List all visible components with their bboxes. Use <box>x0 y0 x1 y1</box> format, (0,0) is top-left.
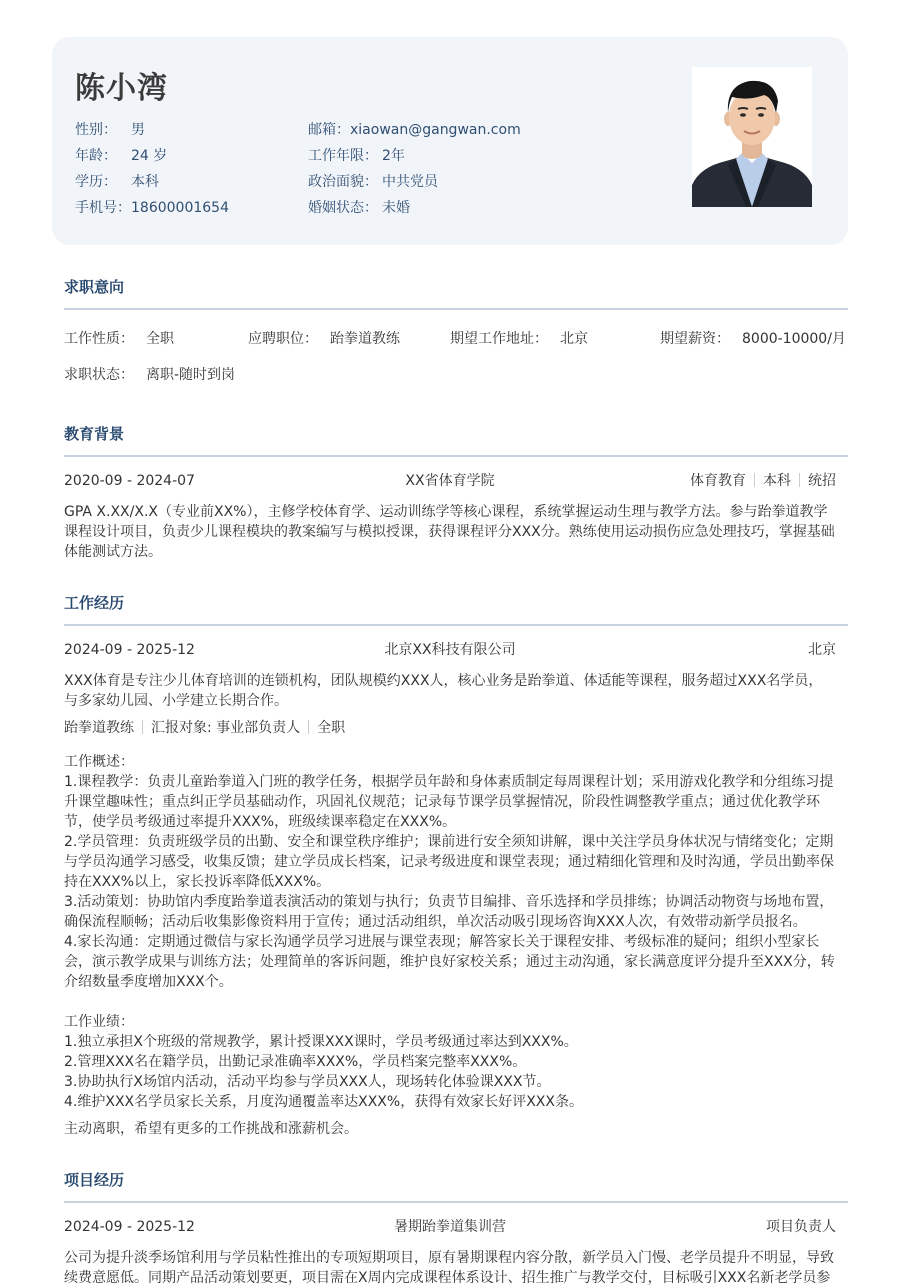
achievement-item: 1.独立承担X个班级的常规教学，累计授课XXX课时，学员考级通过率达到XXX%。 <box>64 1034 578 1050</box>
phone-label: 手机号： <box>75 200 131 216</box>
expected-location <box>450 329 588 349</box>
candidate-name: 陈小湾 <box>75 71 168 106</box>
job-status-label: 求职状态： <box>64 367 134 383</box>
basic-info-right <box>308 121 521 225</box>
work-header-row <box>64 640 836 660</box>
expected-location-label: 期望工作地址： <box>450 331 548 347</box>
profile-photo <box>692 67 812 207</box>
company-name: 北京XX科技有限公司 <box>384 642 516 658</box>
portrait-icon <box>692 67 812 207</box>
education-title: 教育背景 <box>64 423 848 457</box>
marital-status-label: 婚姻状态： <box>308 200 378 216</box>
email-row <box>308 121 521 147</box>
overview-item: 4.家长沟通：定期通过微信与家长沟通学员学习进展与课堂表现；解答家长关于课程安排、考级标准的疑问；组织小型家长会，演示教学成果与训练方法；处理简单的客诉问题，维护良好家校关系；通过主动沟通，家长满意度评分提升至XXX分，转介绍数量季度增加XXX个。 <box>64 934 835 990</box>
education-level-label: 学历： <box>75 174 117 190</box>
job-intent-title: 求职意向 <box>64 276 848 310</box>
email-value: xiaowan@gangwan.com <box>350 122 521 138</box>
project-title: 项目经历 <box>64 1169 848 1203</box>
applied-position <box>248 329 400 349</box>
overview-item: 2.学员管理：负责班级学员的出勤、安全和课堂秩序维护；课前进行安全须知讲解，课中关注学员身体状况与情绪变化；定期与学员沟通学习感受，收集反馈；建立学员成长档案，记录考级进度和课堂表现；通过精细化管理和及时沟通，学员出勤率保持在XXX%以上，家长投诉率降低XXX%。 <box>64 834 834 890</box>
education-tags <box>690 471 836 491</box>
project-name: 暑期跆拳道集训营 <box>394 1219 506 1235</box>
education-period: 2020-09 - 2024-07 <box>64 473 195 489</box>
work-years-label: 工作年限： <box>308 148 378 164</box>
education-header-row <box>64 471 836 491</box>
marital-status-value: 未婚 <box>382 200 410 216</box>
achievement-title: 工作业绩： <box>64 1014 134 1030</box>
job-type: 全职 <box>317 720 346 736</box>
applied-position-label: 应聘职位： <box>248 331 318 347</box>
overview-title: 工作概述： <box>64 754 134 770</box>
work-period: 2024-09 - 2025-12 <box>64 642 195 658</box>
job-role: 跆拳道教练 <box>64 720 134 736</box>
work-section <box>64 592 848 1139</box>
phone-value: 18600001654 <box>131 200 229 216</box>
work-nature-value: 全职 <box>146 331 174 347</box>
project-header-row <box>64 1217 836 1237</box>
project-role: 项目负责人 <box>766 1219 836 1235</box>
divider <box>754 473 755 487</box>
major: 体育教育 <box>690 473 746 489</box>
company-description: XXX体育是专注少儿体育培训的连锁机构，团队规模约XXX人，核心业务是跆拳道、体适能等课程，服务超过XXX名学员，与多家幼儿园、小学建立长期合作。 <box>64 673 823 709</box>
work-years-row <box>308 147 521 173</box>
project-period: 2024-09 - 2025-12 <box>64 1219 195 1235</box>
project-section <box>64 1169 848 1288</box>
age-value: 24 岁 <box>131 148 168 164</box>
overview-item: 1.课程教学：负责儿童跆拳道入门班的教学任务，根据学员年龄和身体素质制定每周课程计划；采用游戏化教学和分组练习提升课堂趣味性；重点纠正学员基础动作，巩固礼仪规范；记录每节课学员掌握情况，阶段性调整教学重点；通过优化教学环节，使学员考级通过率提升XXX%，班级续课率稳定在XXX%。 <box>64 774 834 830</box>
job-intent-section <box>64 276 848 310</box>
achievement-item: 3.协助执行X场馆内活动，活动平均参与学员XXX人，现场转化体验课XXX节。 <box>64 1074 551 1090</box>
work-city: 北京 <box>808 642 836 658</box>
age-row <box>75 147 229 173</box>
political-status-label: 政治面貌： <box>308 174 378 190</box>
basic-info-left <box>75 121 229 225</box>
work-years-value: 2年 <box>382 148 405 164</box>
work-nature-label: 工作性质： <box>64 331 134 347</box>
education-description: GPA X.XX/X.X（专业前XX%），主修学校体育学、运动训练学等核心课程，系统掌握运动生理与教学方法。参与跆拳道教学课程设计项目，负责少儿课程模块的教案编写与模拟授课，获得课程评分XXX分。熟练使用运动损伤应急处理技巧，掌握基础体能测试方法。 <box>64 504 835 560</box>
gender-row <box>75 121 229 147</box>
achievement-item: 2.管理XXX名在籍学员，出勤记录准确率XXX%，学员档案完整率XXX%。 <box>64 1054 527 1070</box>
work-role-line <box>64 718 836 738</box>
job-status <box>64 365 235 385</box>
profile-card <box>52 37 848 245</box>
email-label: 邮箱： <box>308 122 350 138</box>
expected-salary-value: 8000-10000/月 <box>742 331 846 347</box>
work-title: 工作经历 <box>64 592 848 626</box>
work-overview <box>64 752 836 1112</box>
expected-location-value: 北京 <box>560 331 588 347</box>
education-level-value: 本科 <box>131 174 159 190</box>
achievement-item: 4.维护XXX名学员家长关系，月度沟通覆盖率达XXX%，获得有效家长好评XXX条。 <box>64 1094 583 1110</box>
divider <box>308 720 309 734</box>
project-description: 公司为提升淡季场馆利用与学员粘性推出的专项短期项目，原有暑期课程内容分散，新学员入门慢、老学员提升不明显，导致续费意愿低。同期产品活动策划要更，项目需在X周内完成课程体系设计、招生推广与教学交付，目标吸引XXX名新老学员参 <box>64 1250 834 1286</box>
age-label: 年龄： <box>75 148 117 164</box>
gender-label: 性别： <box>75 122 117 138</box>
applied-position-value: 跆拳道教练 <box>330 331 400 347</box>
expected-salary <box>660 329 846 349</box>
work-nature <box>64 329 174 349</box>
school-name: XX省体育学院 <box>405 473 495 489</box>
phone-row <box>75 199 229 225</box>
divider <box>799 473 800 487</box>
marital-status-row <box>308 199 521 225</box>
degree: 本科 <box>763 473 791 489</box>
divider <box>142 720 143 734</box>
gender-value: 男 <box>131 122 145 138</box>
enrollment-type: 统招 <box>808 473 836 489</box>
job-status-value: 离职-随时到岗 <box>146 367 236 383</box>
political-status-row <box>308 173 521 199</box>
spacer <box>64 992 836 1012</box>
leave-reason: 主动离职，希望有更多的工作挑战和涨薪机会。 <box>64 1121 358 1137</box>
education-section <box>64 423 848 562</box>
overview-item: 3.活动策划：协助馆内季度跆拳道表演活动的策划与执行；负责节目编排、音乐选择和学员排练；协调活动物资与场地布置，确保流程顺畅；活动后收集影像资料用于宣传；通过活动组织，单次活动吸引现场咨询XXX人次，有效带动新学员报名。 <box>64 894 834 930</box>
report-to: 汇报对象: 事业部负责人 <box>151 720 301 736</box>
political-status-value: 中共党员 <box>382 174 438 190</box>
education-level-row <box>75 173 229 199</box>
expected-salary-label: 期望薪资： <box>660 331 730 347</box>
